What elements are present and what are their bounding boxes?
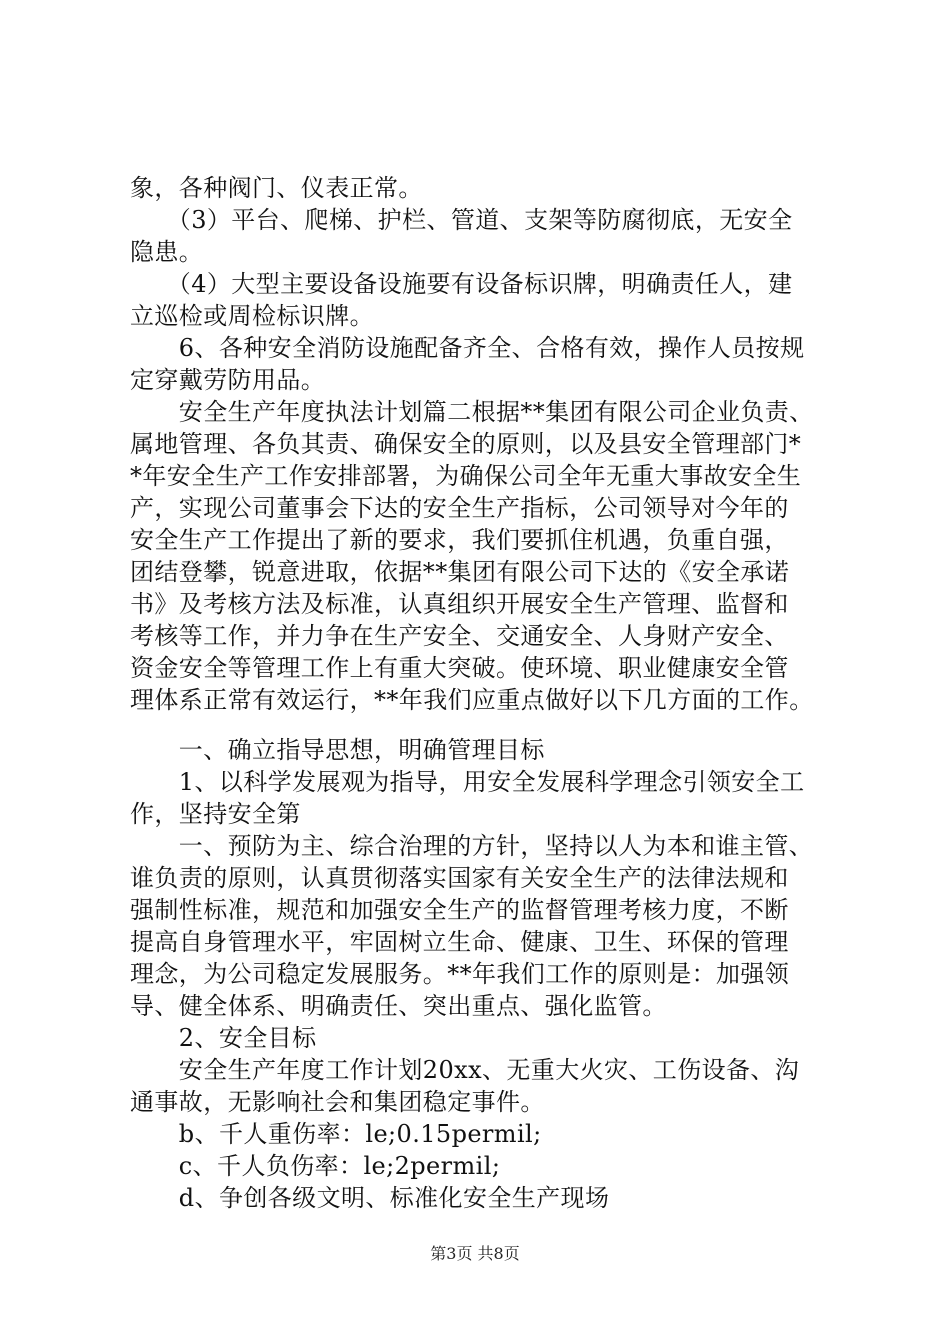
text-line: 强制性标准，规范和加强安全生产的监督管理考核力度，不断	[130, 896, 789, 924]
text-line: 安全生产年度执法计划篇二根据**集团有限公司企业负责、	[130, 398, 814, 426]
text-line: 谁负责的原则，认真贯彻落实国家有关安全生产的法律法规和	[130, 864, 789, 892]
text-line: 6、各种安全消防设施配备齐全、合格有效，操作人员按规	[130, 334, 805, 362]
text-line: *年安全生产工作安排部署，为确保公司全年无重大事故安全生	[130, 462, 802, 490]
text-line: 提高自身管理水平，牢固树立生命、健康、卫生、环保的管理	[130, 928, 789, 956]
text-line: 一、预防为主、综合治理的方针，坚持以人为本和谁主管、	[130, 832, 814, 860]
text-line: 安全生产年度工作计划20xx、无重大火灾、工伤设备、沟	[130, 1056, 800, 1084]
text-line: （3）平台、爬梯、护栏、管道、支架等防腐彻底，无安全	[130, 206, 793, 234]
text-line: 1、以科学发展观为指导，用安全发展科学理念引领安全工	[130, 768, 805, 796]
text-line: 定穿戴劳防用品。	[130, 366, 326, 394]
text-line: 作，坚持安全第	[130, 800, 301, 828]
text-line: 资金安全等管理工作上有重大突破。使环境、职业健康安全管	[130, 654, 789, 682]
list-item: d、争创各级文明、标准化安全生产现场	[130, 1184, 610, 1212]
text-line: 理体系正常有效运行，**年我们应重点做好以下几方面的工作。	[130, 686, 814, 714]
document-body	[130, 172, 835, 1214]
text-line: 立巡检或周检标识牌。	[130, 302, 374, 330]
text-line: 导、健全体系、明确责任、突出重点、强化监管。	[130, 992, 667, 1020]
section-heading: 一、确立指导思想，明确管理目标	[130, 736, 545, 764]
page-number-footer: 第3页 共8页	[430, 1244, 520, 1263]
text-line: 考核等工作，并力争在生产安全、交通安全、人身财产安全、	[130, 622, 789, 650]
text-line: 团结登攀，锐意进取，依据**集团有限公司下达的《安全承诺	[130, 558, 790, 586]
text-line: 安全生产工作提出了新的要求，我们要抓住机遇，负重自强，	[130, 526, 789, 554]
text-line: 理念，为公司稳定发展服务。**年我们工作的原则是：加强领	[130, 960, 790, 988]
text-line: 象，各种阀门、仪表正常。	[130, 174, 423, 202]
text-line: 属地管理、各负其责、确保安全的原则，以及县安全管理部门*	[130, 430, 802, 458]
list-item: c、千人负伤率：le;2permil;	[130, 1152, 501, 1180]
text-line: （4）大型主要设备设施要有设备标识牌，明确责任人，建	[130, 270, 793, 298]
paragraph-gap	[130, 716, 835, 734]
list-item: b、千人重伤率：le;0.15permil;	[130, 1120, 542, 1148]
text-line: 书》及考核方法及标准，认真组织开展安全生产管理、监督和	[130, 590, 789, 618]
text-line: 隐患。	[130, 238, 204, 266]
text-line: 2、安全目标	[130, 1024, 317, 1052]
text-line: 通事故，无影响社会和集团稳定事件。	[130, 1088, 545, 1116]
text-line: 产，实现公司董事会下达的安全生产指标，公司领导对今年的	[130, 494, 789, 522]
